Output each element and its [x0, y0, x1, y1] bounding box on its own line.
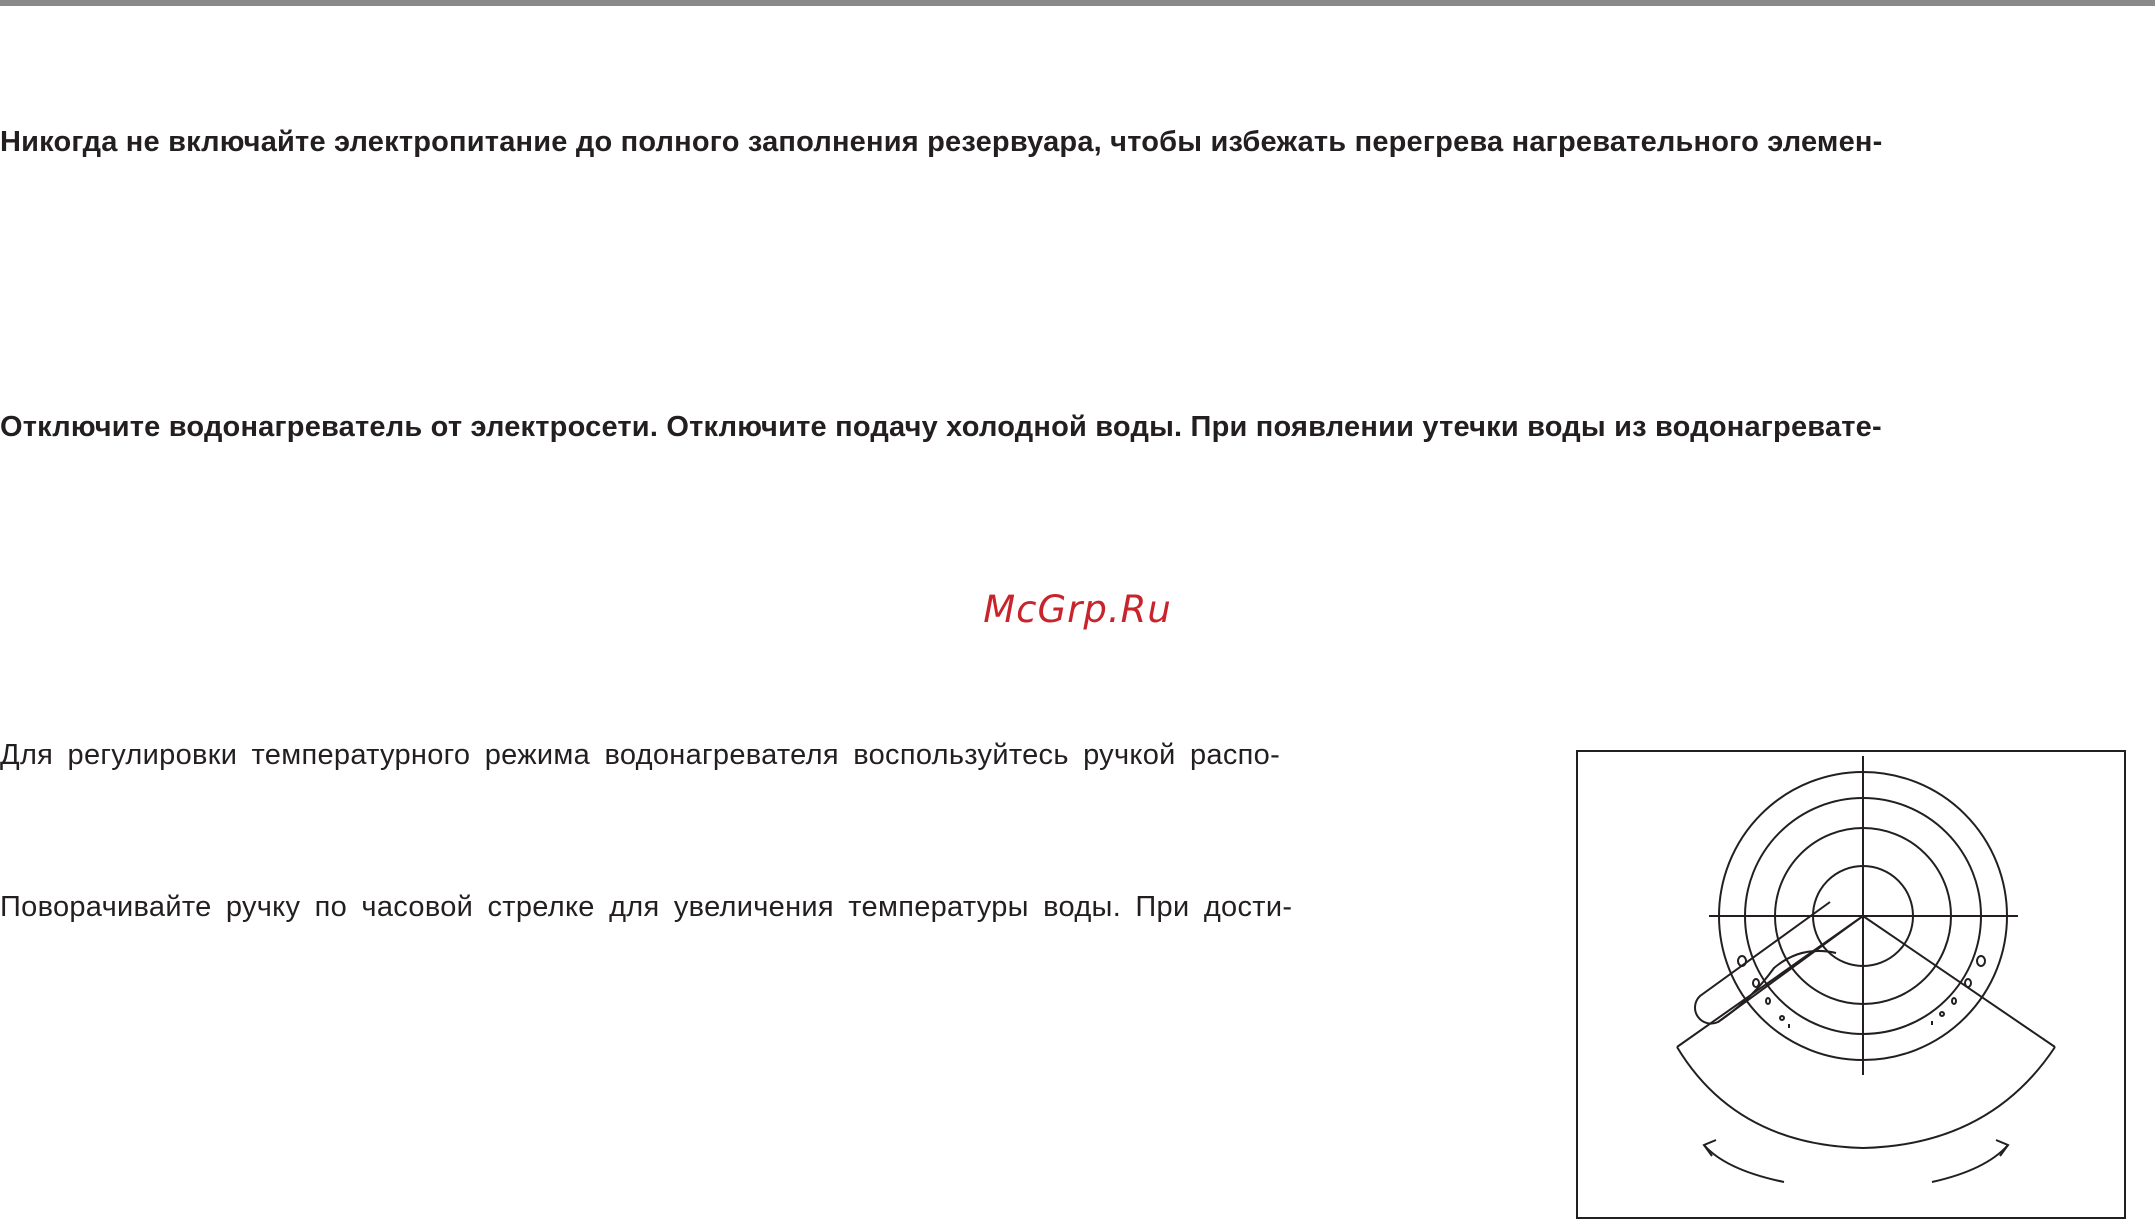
temperature-knob-figure [1576, 750, 2126, 1219]
knob-handle [1695, 902, 1863, 1024]
warning-disconnect-text: Отключите водонагреватель от электросети. Отключите подачу холодной воды. При появлении утечки воды из водонагревате- [0, 411, 1882, 443]
scale-mark [1965, 979, 1971, 987]
scale-mark [1753, 979, 1759, 987]
knob-handle-edge [1718, 951, 1836, 1022]
knob-diagram-svg [1576, 750, 2126, 1219]
sector-arc [1677, 1047, 2055, 1148]
scale-mark [1952, 998, 1956, 1004]
watermark: McGrp.Ru [983, 588, 1172, 631]
instruction-rotate-text: Поворачивайте ручку по часовой стрелке для увеличения температуры воды. При дости- [0, 891, 1293, 923]
top-rule [0, 0, 2155, 6]
instruction-adjust-text: Для регулировки температурного режима водонагревателя воспользуйтесь ручкой распо- [0, 739, 1281, 771]
arrow-counterclockwise [1704, 1145, 1784, 1182]
scale-mark [1977, 956, 1985, 966]
sector-ray-right [1863, 916, 2055, 1047]
scale-mark [1940, 1012, 1944, 1016]
scale-mark [1766, 998, 1770, 1004]
scale-mark [1780, 1016, 1784, 1020]
arrow-clockwise [1932, 1145, 2008, 1182]
warning-power-text: Никогда не включайте электропитание до полного заполнения резервуара, чтобы избежать перегрева нагревательного элемен- [0, 126, 1883, 158]
